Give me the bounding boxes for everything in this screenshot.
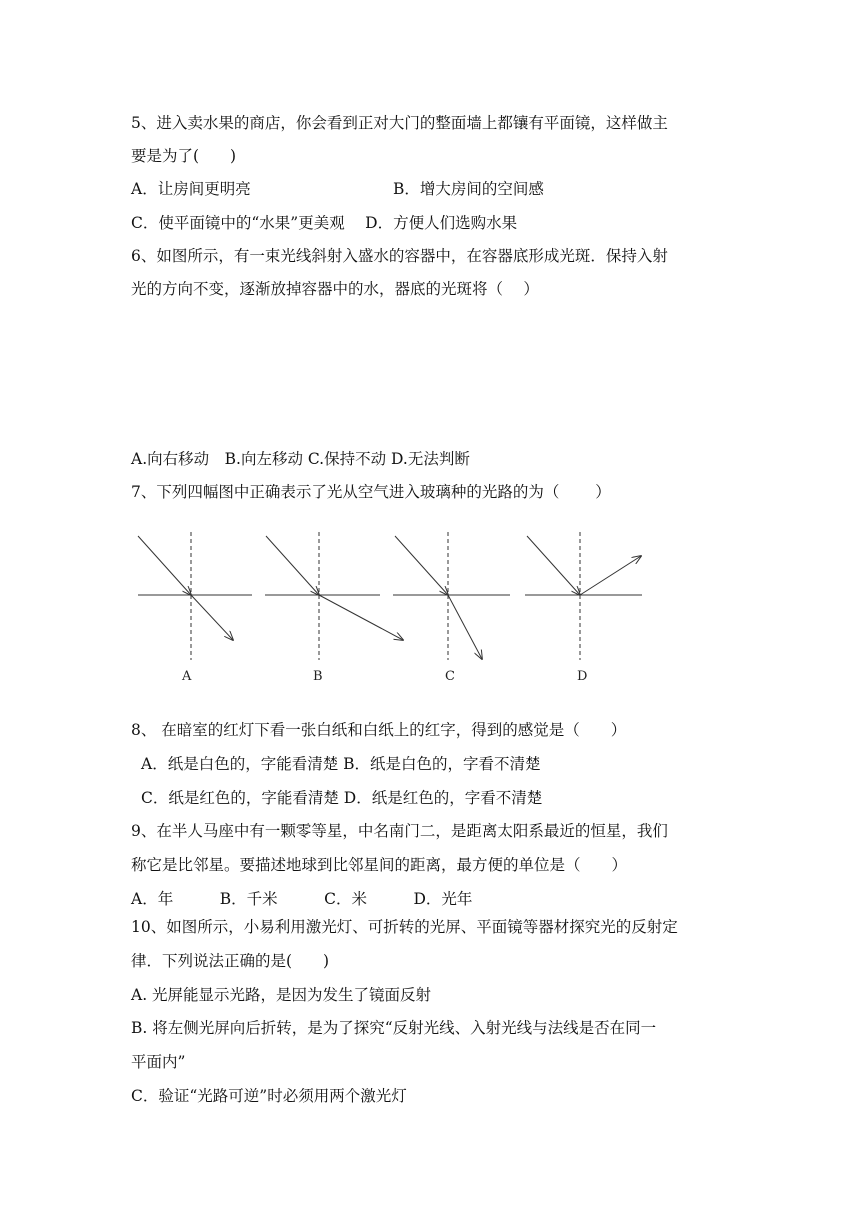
q7-label-c: C — [445, 669, 455, 684]
q7-stem: 7、下列四幅图中正确表示了光从空气进入玻璃种的光路的为（ ） — [131, 483, 611, 501]
q9-options: A．年 B．千米 C．米 D．光年 — [131, 890, 473, 908]
q8-options-ab: A．纸是白色的，字能看清楚 B．纸是白色的，字看不清楚 — [141, 755, 541, 773]
q5-stem-line2: 要是为了( ) — [131, 147, 237, 165]
q10-option-b-line2: 平面内” — [131, 1053, 186, 1071]
q10-option-b-line1: B. 将左侧光屏向后折转，是为了探究“反射光线、入射光线与法线是否在同一 — [131, 1019, 657, 1037]
q5-option-a: A．让房间更明亮 — [131, 180, 251, 198]
q5-options-cd: C．使平面镜中的“水果”更美观 D．方便人们选购水果 — [131, 214, 518, 232]
q6-stem-line2: 光的方向不变，逐渐放掉容器中的水，器底的光斑将（ ） — [131, 280, 539, 298]
q9-stem-line2: 称它是比邻星。要描述地球到比邻星间的距离，最方便的单位是（ ） — [131, 856, 628, 874]
q7-diagram-a — [138, 532, 252, 684]
q10-option-a: A. 光屏能显示光路，是因为发生了镜面反射 — [131, 986, 432, 1004]
q9-stem-line1: 9、在半人马座中有一颗零等星，中名南门二，是距离太阳系最近的恒星，我们 — [131, 822, 668, 840]
q7-figure — [130, 528, 650, 693]
q7-diagram-c — [393, 532, 510, 684]
q7-diagram-b — [265, 532, 403, 684]
q8-options-cd: C．纸是红色的，字能看清楚 D．纸是红色的，字看不清楚 — [141, 789, 543, 807]
q10-stem-line1: 10、如图所示，小易利用激光灯、可折转的光屏、平面镜等器材探究光的反射定 — [131, 918, 678, 936]
q5-option-b: B．增大房间的空间感 — [393, 180, 544, 198]
q6-options: A.向右移动 B.向左移动 C.保持不动 D.无法判断 — [131, 450, 470, 468]
q7-label-a: A — [182, 669, 192, 684]
q10-stem-line2: 律．下列说法正确的是( ) — [131, 952, 330, 970]
q7-label-d: D — [577, 669, 588, 684]
q6-stem-line1: 6、如图所示，有一束光线斜射入盛水的容器中，在容器底形成光斑．保持入射 — [131, 247, 668, 265]
q7-diagram-d — [525, 532, 642, 684]
q10-option-c: C．验证“光路可逆”时必须用两个激光灯 — [131, 1087, 407, 1105]
q7-label-b: B — [313, 669, 323, 684]
q5-stem-line1: 5、进入卖水果的商店，你会看到正对大门的整面墙上都镶有平面镜，这样做主 — [131, 114, 668, 132]
q8-stem: 8、 在暗室的红灯下看一张白纸和白纸上的红字，得到的感觉是（ ） — [131, 721, 627, 739]
